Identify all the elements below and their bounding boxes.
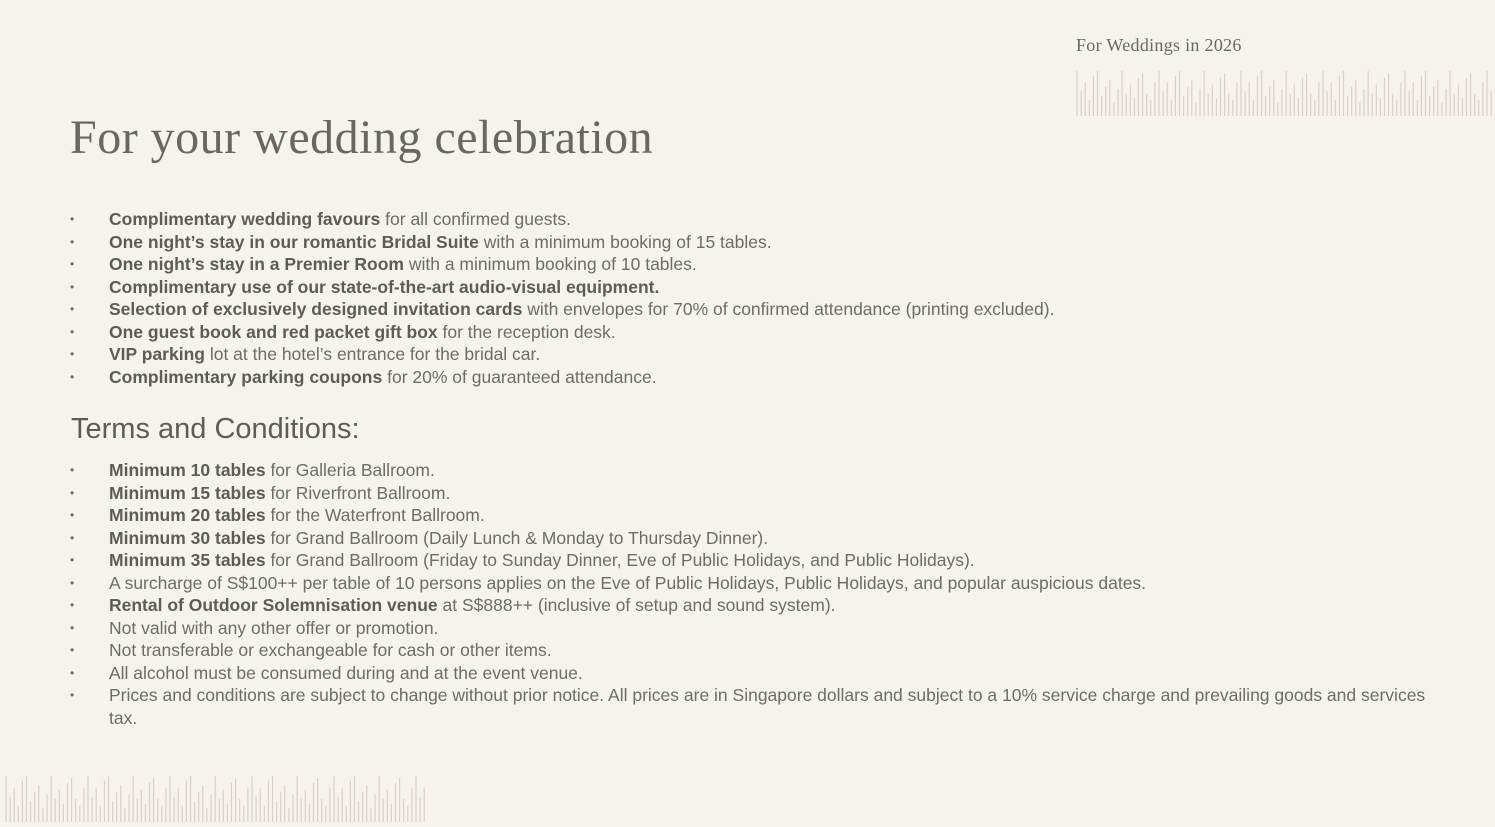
item-text: at S$888++ (inclusive of setup and sound system). [437, 595, 836, 615]
item-text: with envelopes for 70% of confirmed attendance (printing excluded). [522, 299, 1055, 319]
page-title: For your wedding celebration [70, 111, 654, 164]
terms-list [70, 459, 1440, 729]
list-item [70, 208, 1440, 231]
list-item [70, 617, 1440, 640]
bullet-icon: • [70, 463, 75, 477]
item-highlight: Minimum 15 tables [109, 482, 266, 503]
bullet-icon: • [70, 508, 75, 522]
item-highlight: One guest book and red packet gift box [109, 321, 438, 342]
list-item [70, 321, 1440, 344]
list-item [70, 298, 1440, 321]
item-highlight: Rental of Outdoor Solemnisation venue [109, 595, 438, 615]
item-highlight: Minimum 30 tables [109, 527, 266, 548]
list-item [70, 639, 1440, 662]
list-item [70, 482, 1440, 505]
bullet-icon: • [70, 485, 75, 500]
item-text: All alcohol must be consumed during and at the event venue. [109, 662, 583, 683]
perks-list [70, 208, 1440, 388]
header-label: For Weddings in 2026 [1076, 35, 1242, 55]
item-highlight: Minimum 35 tables [109, 550, 266, 570]
bullet-icon: • [70, 257, 75, 271]
bullet-icon: • [70, 665, 75, 680]
item-text: lot at the hotel’s entrance for the bridal car. [204, 344, 541, 364]
item-text: for Riverfront Ballroom. [265, 482, 451, 503]
bullet-icon: • [70, 302, 75, 316]
list-item [70, 594, 1440, 617]
item-text: for Galleria Ballroom. [265, 460, 435, 480]
list-item [70, 549, 1440, 572]
list-item [70, 527, 1440, 550]
terms-heading: Terms and Conditions: [71, 413, 360, 445]
item-text: A surcharge of S$100++ per table of 10 persons applies on the Eve of Public Holidays, Public Holidays, and popular auspicious dates. [109, 572, 1147, 593]
bullet-icon: • [70, 212, 75, 226]
bullet-icon: • [70, 369, 75, 384]
bullet-icon: • [70, 620, 75, 635]
decorative-lines-top [1076, 71, 1495, 116]
item-highlight: Complimentary wedding favours [109, 209, 381, 229]
item-text: Not valid with any other offer or promotion. [109, 617, 439, 638]
list-item [70, 343, 1440, 366]
item-highlight: Selection of exclusively designed invitation cards [109, 299, 523, 319]
item-highlight: Minimum 10 tables [109, 460, 266, 480]
item-highlight: Minimum 20 tables [109, 505, 266, 525]
item-text: for the Waterfront Ballroom. [265, 505, 485, 525]
bullet-icon: • [70, 575, 75, 590]
item-highlight: Complimentary use of our state-of-the-art audio-visual equipment. [109, 276, 660, 297]
item-text: with a minimum booking of 10 tables. [403, 254, 697, 274]
item-text: for all confirmed guests. [380, 209, 571, 229]
bullet-icon: • [70, 530, 75, 545]
item-highlight: One night’s stay in our romantic Bridal Suite [109, 231, 479, 252]
item-highlight: Complimentary parking coupons [109, 366, 383, 387]
list-item [70, 253, 1440, 276]
item-text: for Grand Ballroom (Daily Lunch & Monday to Thursday Dinner). [265, 527, 769, 548]
bullet-icon: • [70, 324, 75, 339]
item-highlight: VIP parking [109, 344, 205, 364]
item-text: for the reception desk. [437, 321, 616, 342]
bullet-icon: • [70, 347, 75, 361]
bullet-icon: • [70, 643, 75, 657]
item-text: with a minimum booking of 15 tables. [478, 231, 772, 252]
list-item [70, 572, 1440, 595]
item-highlight: One night’s stay in a Premier Room [109, 254, 404, 274]
bullet-icon: • [70, 279, 75, 294]
list-item [70, 684, 1440, 729]
bullet-icon: • [70, 553, 75, 567]
item-text: for Grand Ballroom (Friday to Sunday Dinner, Eve of Public Holidays, and Public Holidays). [265, 550, 975, 570]
list-item [70, 504, 1440, 527]
item-text: Prices and conditions are subject to change without prior notice. All prices are in Singapore dollars and subject to a 10% service charge and prevailing goods and services tax. [109, 685, 1426, 728]
item-text: Not transferable or exchangeable for cash or other items. [109, 640, 552, 660]
bullet-icon: • [70, 688, 75, 702]
list-item [70, 231, 1440, 254]
bullet-icon: • [70, 234, 75, 249]
list-item [70, 459, 1440, 482]
decorative-lines-bottom [5, 776, 425, 822]
list-item [70, 366, 1440, 389]
item-text: for 20% of guaranteed attendance. [382, 366, 657, 387]
bullet-icon: • [70, 598, 75, 612]
list-item [70, 276, 1440, 299]
list-item [70, 662, 1440, 685]
